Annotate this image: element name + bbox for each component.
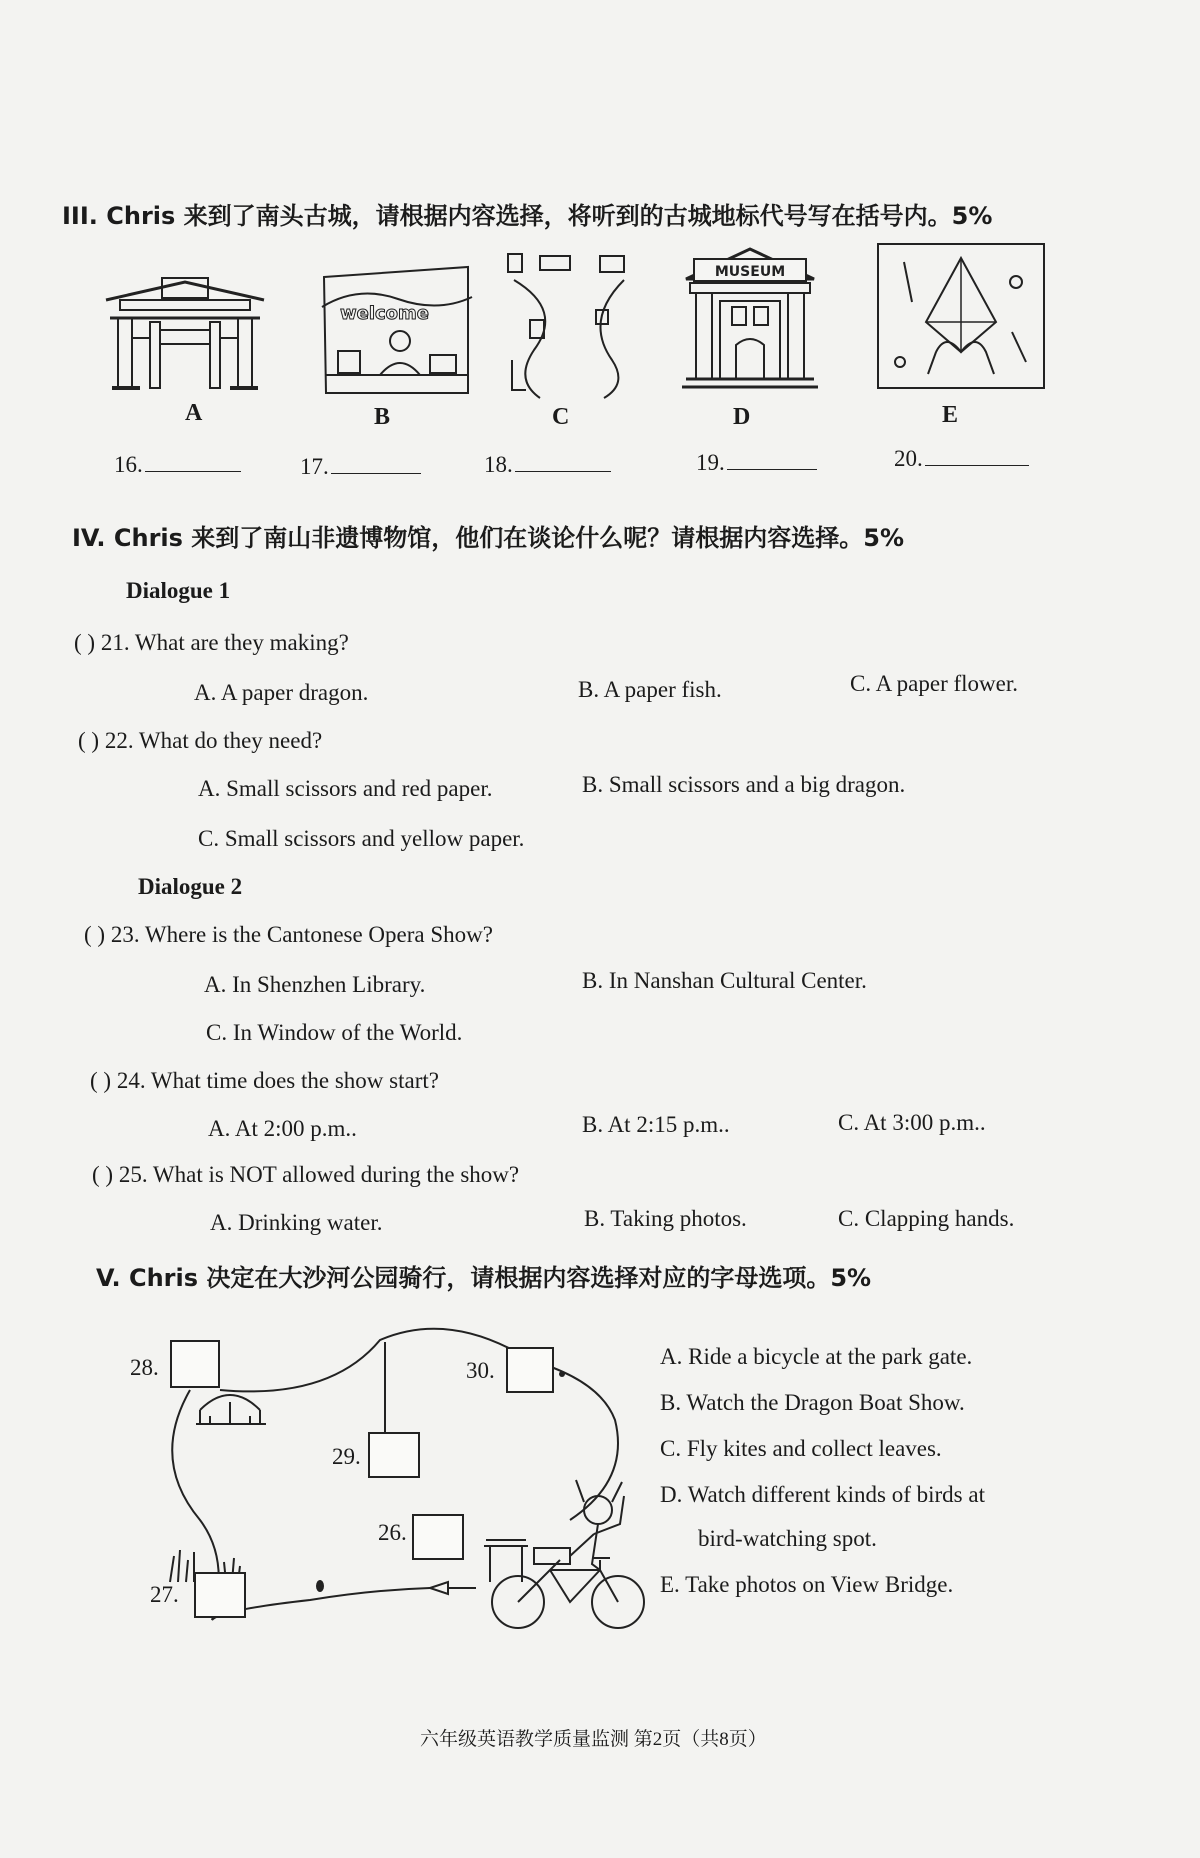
option-21-b[interactable]: B. A paper fish. (578, 677, 722, 702)
option-21-a[interactable]: A. A paper dragon. (194, 680, 369, 705)
label-30: 30. (466, 1358, 495, 1383)
label-26: 26. (378, 1520, 407, 1545)
label-29: 29. (332, 1444, 361, 1469)
option-d-continued: bird-watching spot. (698, 1526, 877, 1551)
question-21[interactable]: ( ) 21. What are they making? (74, 630, 349, 655)
answer-box-30[interactable] (506, 1347, 554, 1393)
answer-box-27[interactable] (194, 1572, 246, 1618)
label-27: 27. (150, 1582, 179, 1607)
answer-box-29[interactable] (368, 1432, 420, 1478)
option-22-b[interactable]: B. Small scissors and a big dragon. (582, 772, 906, 797)
option-23-b[interactable]: B. In Nanshan Cultural Center. (582, 968, 867, 993)
answer-blank-17[interactable]: 17. (300, 454, 421, 480)
answer-blank-20[interactable]: 20. (894, 446, 1029, 472)
archway-icon (100, 260, 270, 390)
question-25[interactable]: ( ) 25. What is NOT allowed during the show? (92, 1162, 520, 1187)
option-24-c[interactable]: C. At 3:00 p.m.. (838, 1110, 986, 1135)
figure-label-e: E (942, 402, 959, 428)
option-d[interactable]: D. Watch different kinds of birds at (660, 1482, 985, 1507)
option-21-c[interactable]: C. A paper flower. (850, 671, 1018, 696)
dialogue-2-label: Dialogue 2 (138, 874, 243, 899)
answer-box-26[interactable] (412, 1514, 464, 1560)
figure-label-a: A (185, 400, 203, 426)
answer-blank-16[interactable]: 16. (114, 452, 241, 478)
answer-blank-18[interactable]: 18. (484, 452, 611, 478)
option-25-b[interactable]: B. Taking photos. (584, 1206, 747, 1231)
option-24-b[interactable]: B. At 2:15 p.m.. (582, 1112, 730, 1137)
option-25-a[interactable]: A. Drinking water. (210, 1210, 383, 1235)
option-22-a[interactable]: A. Small scissors and red paper. (198, 776, 493, 801)
question-22[interactable]: ( ) 22. What do they need? (78, 728, 323, 753)
option-c[interactable]: C. Fly kites and collect leaves. (660, 1436, 942, 1461)
svg-text:MUSEUM: MUSEUM (714, 264, 786, 280)
section-3-heading: III. Chris 来到了南头古城，请根据内容选择，将听到的古城地标代号写在括号内。5% (62, 202, 993, 230)
shop-icon (318, 255, 478, 395)
section-5-heading: V. Chris 决定在大沙河公园骑行，请根据内容选择对应的字母选项。5% (96, 1264, 872, 1292)
option-23-a[interactable]: A. In Shenzhen Library. (204, 972, 426, 997)
street-map-icon (504, 250, 634, 400)
figure-label-b: B (374, 404, 391, 430)
question-24[interactable]: ( ) 24. What time does the show start? (90, 1068, 439, 1093)
label-28: 28. (130, 1355, 159, 1380)
figure-label-c: C (552, 404, 570, 430)
option-23-c[interactable]: C. In Window of the World. (206, 1020, 463, 1045)
page-footer: 六年级英语教学质量监测 第2页（共8页） (420, 1729, 767, 1750)
answer-box-28[interactable] (170, 1340, 220, 1388)
option-22-c[interactable]: C. Small scissors and yellow paper. (198, 826, 525, 851)
option-a[interactable]: A. Ride a bicycle at the park gate. (660, 1344, 973, 1369)
museum-icon (680, 245, 820, 395)
option-b[interactable]: B. Watch the Dragon Boat Show. (660, 1390, 965, 1415)
option-25-c[interactable]: C. Clapping hands. (838, 1206, 1015, 1231)
section-4-heading: IV. Chris 来到了南山非遗博物馆，他们在谈论什么呢？请根据内容选择。5% (72, 524, 905, 552)
option-e[interactable]: E. Take photos on View Bridge. (660, 1572, 954, 1597)
answer-blank-19[interactable]: 19. (696, 450, 817, 476)
question-23[interactable]: ( ) 23. Where is the Cantonese Opera Show? (84, 922, 493, 947)
figure-label-d: D (733, 404, 751, 430)
option-24-a[interactable]: A. At 2:00 p.m.. (208, 1116, 357, 1141)
dialogue-1-label: Dialogue 1 (126, 578, 231, 603)
svg-text:welcome: welcome (340, 303, 430, 324)
paper-craft-icon (876, 242, 1046, 392)
